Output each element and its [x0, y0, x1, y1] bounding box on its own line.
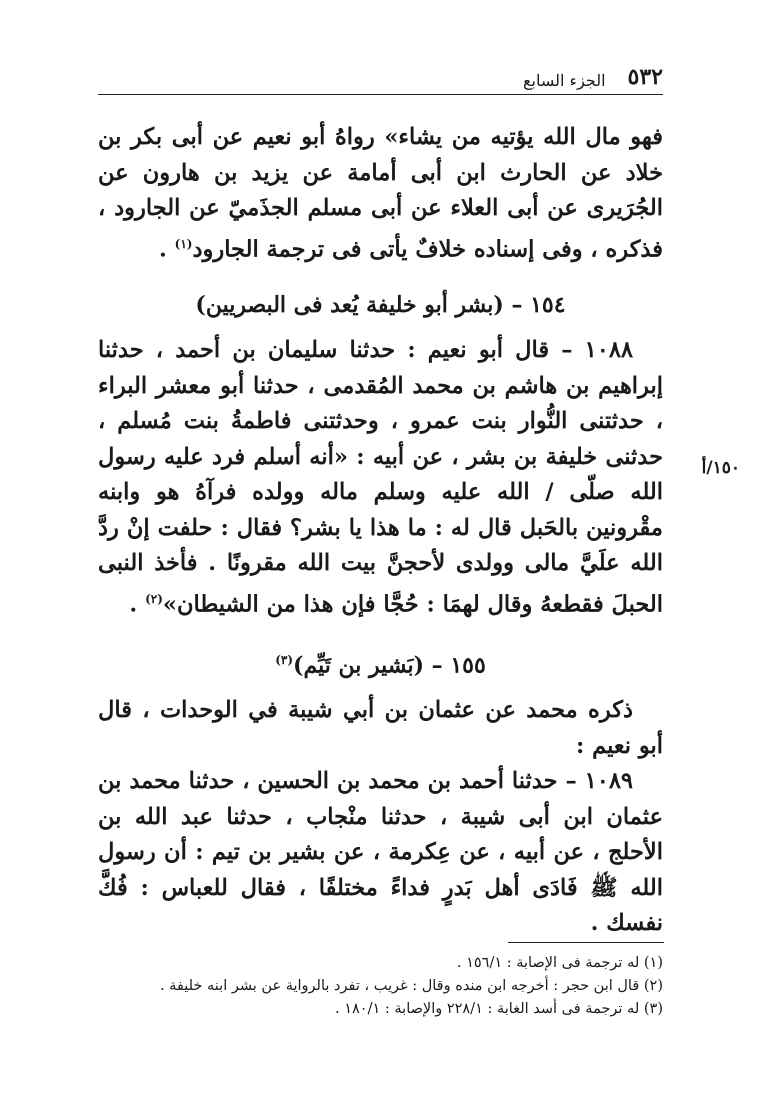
entry-title-154: – (بشر أبو خليفة يُعد فى البصريين)	[195, 291, 531, 318]
paragraph-1-end: .	[158, 236, 175, 262]
paragraph-1089	[98, 764, 663, 942]
footnote-1: (١) له ترجمة فى الإصابة : ١٥٦/١ .	[456, 955, 663, 971]
footnote-3: (٣) له ترجمة فى أسد الغابة : ٢٢٨/١ والإصابة : ١٨٠/١ .	[335, 1001, 663, 1017]
main-text	[98, 120, 663, 942]
paragraph-1089-text: – حدثنا أحمد بن محمد بن الحسين ، حدثنا محمد بن عثمان ابن أبى شيبة ، حدثنا منْجاب ، حدثنا عبد الله بن الأحلج ، عن أبيه ، عن عِكرمة ، عن بشير بن تيم : أن رسول الله ﷺ فَادَى أهل بَدرٍ فداءً مختلفًا ، فقال للعباس : فُكَّ نفسك .	[98, 768, 663, 937]
footnote-ref-1: (١)	[174, 236, 193, 251]
entry-heading-155	[98, 643, 663, 684]
footnotes	[98, 952, 663, 1021]
footnote-ref-3: (٣)	[275, 652, 294, 667]
entry-heading-154	[98, 288, 663, 324]
page-header	[98, 55, 663, 95]
page-number: ٥٣٢	[627, 64, 663, 90]
paragraph-intro-155	[98, 693, 663, 764]
paragraph-1-text: فهو مال الله يؤتيه من يشاء» رواهُ أبو نعيم عن أبى بكر بن خلاد عن الحارث ابن أبى أمامة عن يزيد بن هارون عن الجُرَيرى عن أبى العلاء عن أبى مسلم الجذَميّ عن الجارود ، فذكره ، وفى إسناده خلافٌ يأتى فى ترجمة الجارود	[98, 124, 663, 262]
entry-number-155: ١٥٥	[450, 651, 486, 678]
footnote-ref-2: (٢)	[145, 591, 163, 606]
hadith-number-1089: ١٠٨٩	[584, 768, 633, 795]
paragraph-intro-155-text: ذكره محمد عن عثمان بن أبي شيبة في الوحدات ، قال أبو نعيم :	[98, 697, 663, 759]
footnote-separator	[508, 942, 664, 943]
entry-title-155: – (بَشير بن تَيِّم)	[293, 651, 451, 678]
hadith-number-1088: ١٠٨٨	[584, 337, 633, 363]
paragraph-1088-text: – قال أبو نعيم : حدثنا سليمان بن أحمد ، حدثنا إبراهيم بن هاشم بن محمد المُقدمى ، حدثنا أبو معشر البراء ، حدثتنى النُّوار بنت عمرو ، وحدثتنى فاطمةُ بنت مُسلم ، حدثنى خليفة بن بشر ، عن أبيه : «أنه أسلم فرد عليه رسول الله صلّى / الله عليه وسلم ماله وولده فرآهُ هو وابنه مقْرونين بالحَبل قال له : ما هذا يا بشر؟ فقال : حلفت إنْ ردَّ الله علَيَّ مالى وولدى لأحجنَّ بيت الله مقرونًا . فأخذ النبى الحبلَ فقطعهُ وقال لهمَا : حُجَّا فإن هذا من الشيطان»	[98, 337, 663, 617]
paragraph-1088-end: .	[129, 591, 146, 617]
paragraph-1	[98, 120, 663, 268]
paragraph-1088	[98, 333, 663, 623]
footnote-2: (٢) قال ابن حجر : أخرجه ابن منده وقال : غريب ، تفرد بالرواية عن بشر ابنه خليفة .	[159, 978, 663, 994]
entry-number-154: ١٥٤	[530, 291, 566, 318]
running-title: الجزء السابع	[523, 71, 606, 90]
manuscript-folio-note: ١٥٠/أ	[701, 458, 740, 478]
